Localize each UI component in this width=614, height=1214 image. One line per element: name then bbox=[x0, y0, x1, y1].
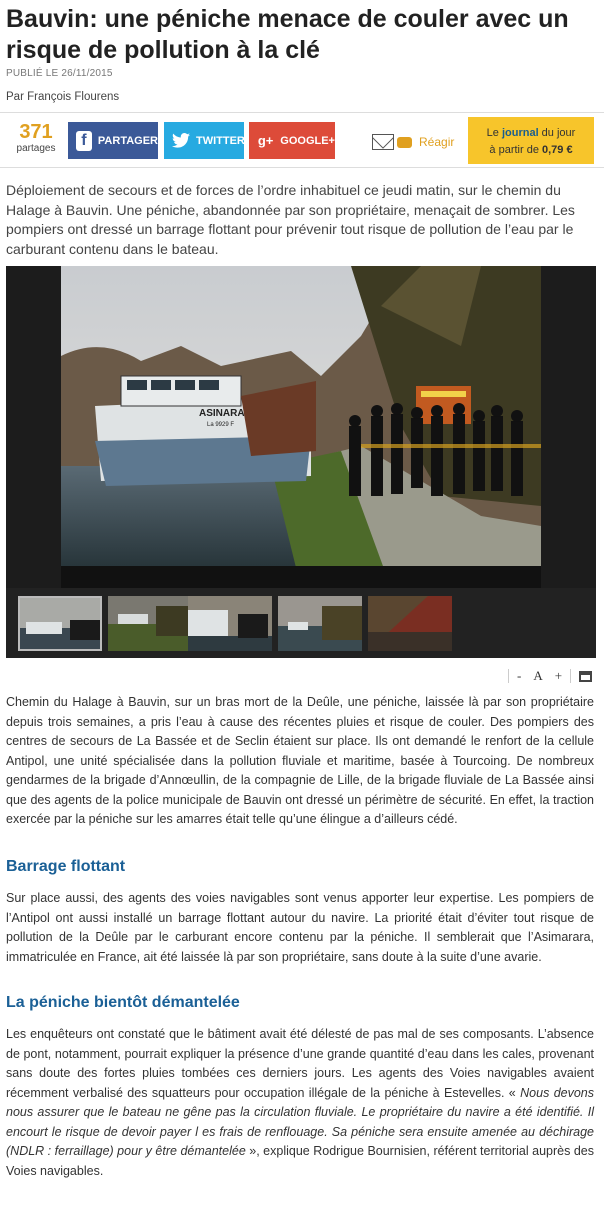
twitter-share-label: TWITTER bbox=[196, 134, 245, 147]
author-byline: Par François Flourens bbox=[6, 91, 120, 103]
section-heading: La péniche bientôt démantelée bbox=[6, 994, 240, 1011]
article-title: Bauvin: une péniche menace de couler avec un risque de pollution à la clé bbox=[6, 5, 569, 64]
facebook-share-label: PARTAGER bbox=[97, 134, 158, 147]
quote: Nous devons nous assurer que le bateau ne gêne pas la circulation fluviale. Le propriétaire du navire a été identifié. Il encourt le risque de devoir payer l es frais de renflouage. Sa péniche sera ensuite amenée au déchirage (NDLR : ferraillage) pour y être démantelée bbox=[6, 1085, 595, 1158]
react-comment-button[interactable] bbox=[372, 131, 454, 153]
thumbnail-strip bbox=[6, 588, 596, 658]
decrease-font-button[interactable]: - bbox=[517, 668, 522, 683]
journal-price: 0,79 € bbox=[542, 144, 573, 156]
google-plus-share-label: GOOGLE+ bbox=[280, 134, 335, 147]
gallery-thumbnail[interactable] bbox=[278, 596, 362, 651]
journal-du-jour-promo[interactable] bbox=[468, 117, 594, 164]
boat-name: ASINARA bbox=[199, 408, 245, 419]
journal-line-1: Le journal du jour bbox=[486, 127, 576, 139]
article-paragraph: Sur place aussi, des agents des voies navigables sont venus apporter leur expertise. Les pompiers de l’Antipol ont aussi installé un barrage flottant autour du navire. La priorité était d’éviter tout risque de pollution de la Deûle par le carburant encore contenu par la péniche. Il semblerait que l’Asimarara, immatriculée en France, ait été laissée là par son propriétaire, sans doute à la suite d’une avarie. bbox=[6, 891, 594, 964]
article-paragraph: Chemin du Halage à Bauvin, sur un bras mort de la Deûle, une péniche, laissée là par son propriétaire depuis trois semaines, a pris l’eau à cause des récentes pluies et risque de couler. Des pompiers des centres de secours de La Bassée et de Seclin étaient sur place. Ils ont demandé le renfort de la cellule Antipol, une unité spécialisée dans la pollution fluviale et maritime, basée à Tourcoing. De nombreux gendarmes de la brigade d’Annœullin, de la compagnie de Lille, de la brigade fluviale de La Bassée ainsi que des agents de la police municipale de Bauvin ont dressé un périmètre de sécurité. En effet, la traction exercée par la péniche sur les amarres était telle qu’une élingue a d’ailleurs cédé. bbox=[6, 695, 594, 826]
section-heading: Barrage flottant bbox=[6, 858, 126, 875]
article-lead: Déploiement de secours et de forces de l’ordre inhabituel ce jeudi matin, sur le chemin du Halage à Bauvin. Une péniche, abandonnée par son propriétaire, menaçait de sombrer. Les pompiers ont dressé un barrage flottant pour prévenir tout risque de pollution de l’eau par le carburant contenu dans le bateau. bbox=[6, 182, 575, 257]
journal-line-2: à partir de 0,79 € bbox=[489, 144, 573, 156]
font-size-label: A bbox=[533, 668, 543, 683]
share-bar bbox=[0, 112, 604, 168]
text-tools bbox=[506, 668, 598, 684]
tools-divider bbox=[570, 669, 571, 683]
printer-icon[interactable] bbox=[579, 671, 592, 682]
publication-date: PUBLIÉ LE 26/11/2015 bbox=[6, 68, 113, 79]
chat-bubble-icon bbox=[397, 137, 412, 148]
twitter-bird-icon bbox=[172, 131, 190, 151]
journal-word: journal bbox=[501, 127, 539, 139]
twitter-share-button[interactable] bbox=[164, 122, 244, 159]
gallery-thumbnail[interactable] bbox=[18, 596, 102, 651]
share-count bbox=[8, 121, 64, 154]
photo-gallery bbox=[6, 266, 596, 658]
google-plus-share-button[interactable] bbox=[249, 122, 335, 159]
share-count-label: partages bbox=[16, 143, 56, 154]
gallery-thumbnail[interactable] bbox=[108, 596, 192, 651]
gallery-thumbnail[interactable] bbox=[368, 596, 452, 651]
facebook-share-button[interactable] bbox=[68, 122, 158, 159]
react-label: Réagir bbox=[419, 135, 455, 149]
main-photo[interactable] bbox=[61, 266, 541, 588]
gallery-thumbnail[interactable] bbox=[188, 596, 272, 651]
google-plus-icon: g+ bbox=[257, 133, 274, 148]
facebook-icon: f bbox=[76, 131, 92, 151]
increase-font-button[interactable]: + bbox=[554, 668, 563, 683]
article-paragraph: Les enquêteurs ont constaté que le bâtiment avait été délesté de pas mal de ses composants. L’absence de pont, notamment, pourrait expliquer la présence d’une grande quantité d’eau dans les cales, provenant sans doute des fortes pluies tombées ces derniers jours. Les agents des Voies navigables avaient récemment verbalisé des squatteurs pour occupation illégale de la péniche à Estevelles. « Nous devons nous assurer que le bateau ne gêne pas la circulation fluviale. Le propriétaire du navire a été identifié. Il encourt le risque de devoir payer l es frais de renflouage. Sa péniche sera ensuite amenée au déchirage (NDLR : ferraillage) pour y être démantelée », explique Rodrigue Bournisien, référent territorial auprès des Voies navigables. bbox=[6, 1027, 595, 1178]
envelope-chat-icon bbox=[372, 134, 394, 150]
tools-divider bbox=[508, 669, 509, 683]
share-count-number: 371 bbox=[19, 121, 53, 143]
boat-registration: La 9929 F bbox=[207, 422, 235, 428]
